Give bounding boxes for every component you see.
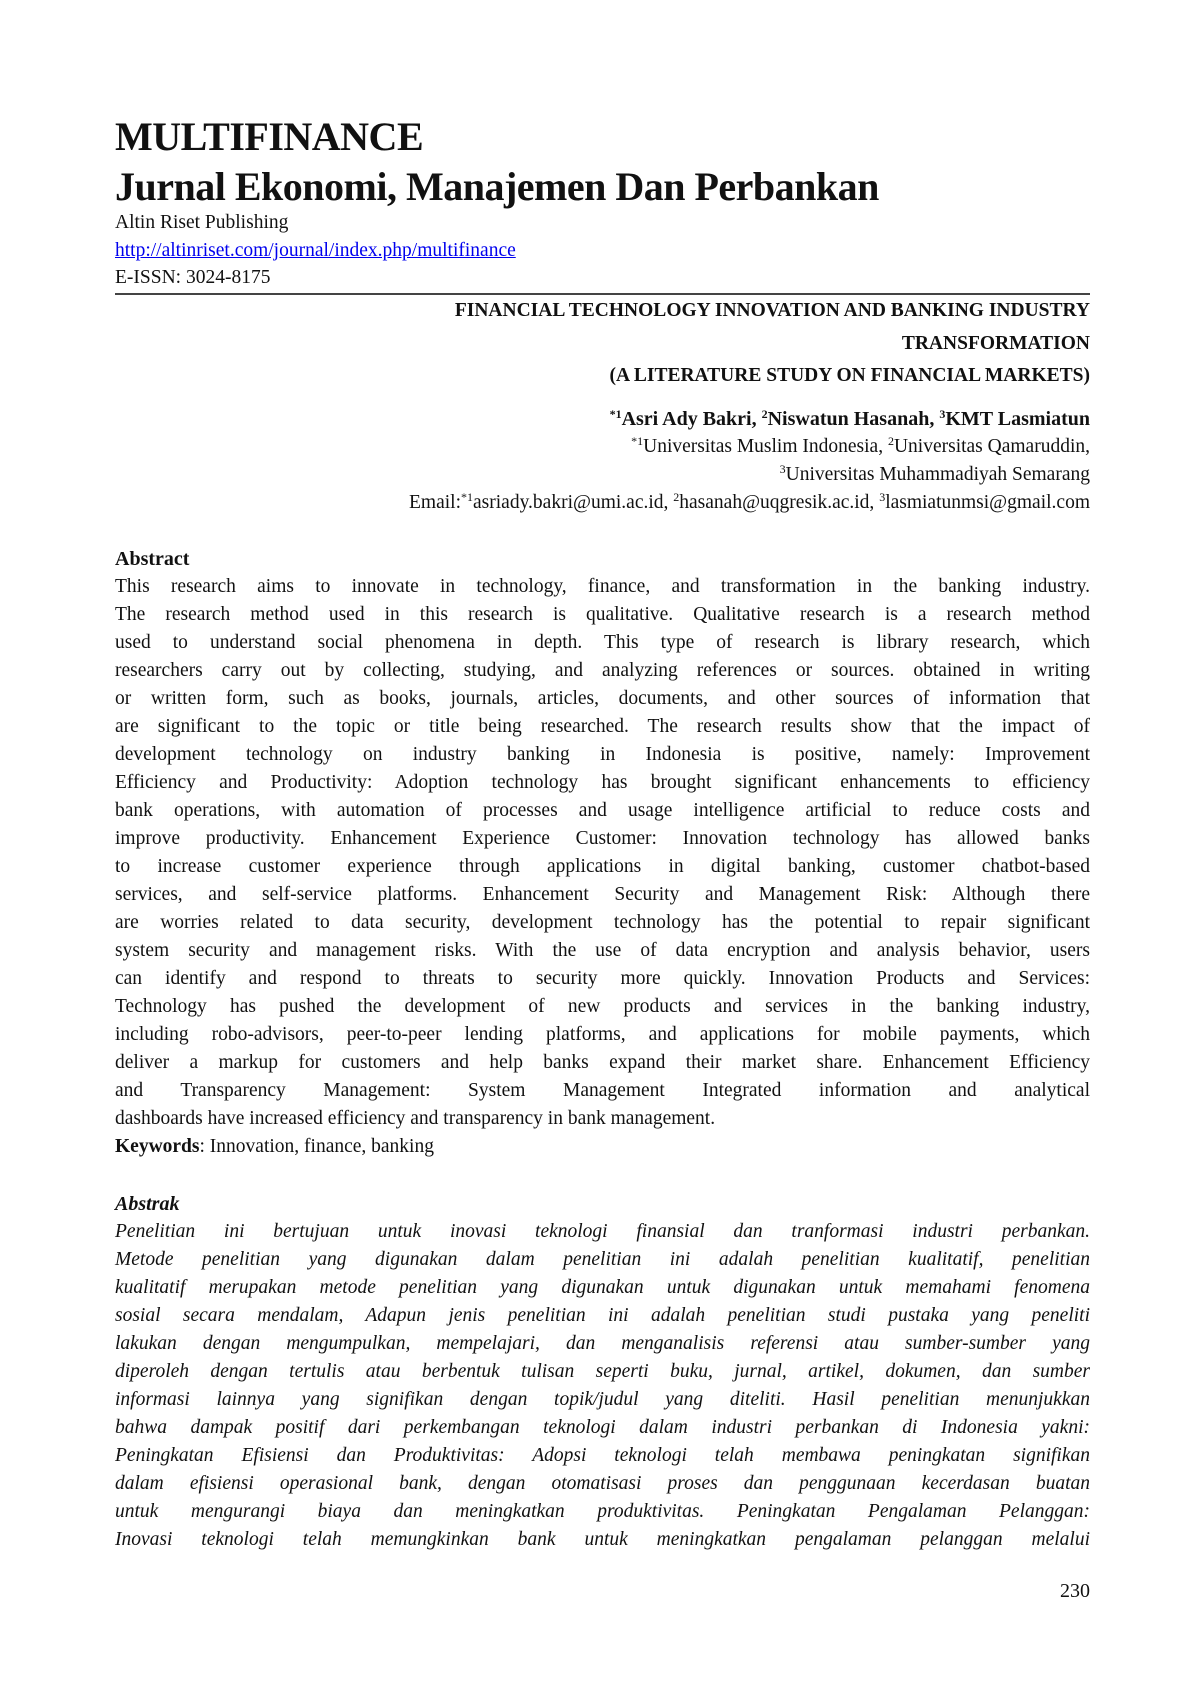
page-number: 230: [1060, 1580, 1090, 1602]
journal-url-link[interactable]: http://altinriset.com/journal/index.php/multifinance: [115, 240, 516, 261]
text-line: system security and management risks. With the use of data encryption and analysis behavior, users: [115, 940, 1090, 961]
abstract-body: [115, 573, 1090, 1133]
abstrak-heading: Abstrak: [115, 1193, 180, 1215]
text-line: Efficiency and Productivity: Adoption technology has brought significant enhancements to efficiency: [115, 772, 1090, 793]
abstrak-body: [115, 1218, 1090, 1554]
text-line: untuk mengurangi biaya dan meningkatkan produktivitas. Peningkatan Pengalaman Pelanggan:: [115, 1501, 1090, 1522]
title-line: (A LITERATURE STUDY ON FINANCIAL MARKETS): [609, 365, 1090, 386]
text-line: kualitatif merupakan metode penelitian yang digunakan untuk digunakan untuk memahami fenomena: [115, 1277, 1090, 1298]
article-title: [115, 295, 1090, 393]
title-line: FINANCIAL TECHNOLOGY INNOVATION AND BANKING INDUSTRY: [454, 300, 1090, 321]
text-line: The research method used in this research is qualitative. Qualitative research is a research method: [115, 604, 1090, 625]
affiliation: Universitas Qamaruddin,: [893, 436, 1090, 457]
text-line: are worries related to data security, development technology has the potential to repair significant: [115, 912, 1090, 933]
text-line: Metode penelitian yang digunakan dalam penelitian ini adalah penelitian kualitatif, penelitian: [115, 1249, 1090, 1270]
email: asriady.bakri@umi.ac.id,: [473, 492, 669, 513]
email: hasanah@uqgresik.ac.id,: [679, 492, 875, 513]
text-line: deliver a markup for customers and help banks expand their market share. Enhancement Efficiency: [115, 1052, 1090, 1073]
text-line: diperoleh dengan tertulis atau berbentuk tulisan seperti buku, jurnal, artikel, dokumen, dan sumber: [115, 1361, 1090, 1382]
publisher: Altin Riset Publishing: [115, 212, 289, 233]
text-line: or written form, such as books, journals, articles, documents, and other sources of information that: [115, 688, 1090, 709]
text-line: Peningkatan Efisiensi dan Produktivitas: Adopsi teknologi telah membawa peningkatan signifikan: [115, 1445, 1090, 1466]
text-line: used to understand social phenomena in depth. This type of research is library research, which: [115, 632, 1090, 653]
abstract-section: [115, 545, 1090, 1161]
author: Niswatun Hasanah,: [767, 408, 935, 430]
journal-subtitle: Jurnal Ekonomi, Manajemen Dan Perbankan: [115, 164, 879, 209]
text-line: services, and self-service platforms. Enhancement Security and Management Risk: Although there: [115, 884, 1090, 905]
keywords: Keywords: Innovation, finance, banking: [115, 1136, 434, 1157]
text-line: dashboards have increased efficiency and transparency in bank management.: [115, 1108, 716, 1129]
text-line: development technology on industry banking in Indonesia is positive, namely: Improvement: [115, 744, 1090, 765]
affiliations: $^{*1}$Universitas Muslim Indonesia, $^2$Universitas Qamaruddin, $^3$Universitas Muhammadiyah Semarang Email:$^{*1}$asriady.bakri@umi.ac.id, $^2$hasanah@uqgresik.ac.id, $^3$lasmiatunmsi@gmail.com: [115, 433, 1090, 517]
title-line: TRANSFORMATION: [901, 332, 1090, 354]
emails: Email:$^{*1}$asriady.bakri@umi.ac.id, $^2$hasanah@uqgresik.ac.id, $^3$lasmiatunmsi@gmail.com: [409, 490, 1090, 513]
author: KMT Lasmiatun: [945, 408, 1090, 430]
author: Asri Ady Bakri,: [621, 408, 757, 430]
text-line: informasi lainnya yang signifikan dengan topik/judul yang diteliti. Hasil penelitian menunjukkan: [115, 1389, 1090, 1410]
issn: E-ISSN: 3024-8175: [115, 267, 271, 288]
text-line: and Transparency Management: System Management Integrated information and analytical: [115, 1080, 1090, 1101]
text-line: bahwa dampak positif dari perkembangan teknologi dalam industri perbankan di Indonesia yakni:: [115, 1417, 1090, 1438]
text-line: sosial secara mendalam, Adapun jenis penelitian ini adalah penelitian studi pustaka yang peneliti: [115, 1305, 1090, 1326]
text-line: improve productivity. Enhancement Experience Customer: Innovation technology has allowed banks: [115, 828, 1090, 849]
email: lasmiatunmsi@gmail.com: [885, 492, 1090, 513]
text-line: Inovasi teknologi telah memungkinkan bank untuk meningkatkan pengalaman pelanggan melalui: [115, 1529, 1090, 1550]
text-line: are significant to the topic or title being researched. The research results show that the impact of: [115, 716, 1090, 737]
affiliation: Universitas Muhammadiyah Semarang: [785, 464, 1090, 485]
affiliation: Universitas Muslim Indonesia,: [643, 436, 884, 457]
text-line: Technology has pushed the development of new products and services in the banking industry,: [115, 996, 1090, 1017]
text-line: Penelitian ini bertujuan untuk inovasi teknologi finansial dan tranformasi industri perbankan.: [115, 1221, 1090, 1242]
abstrak-section: [115, 1190, 1090, 1554]
text-line: can identify and respond to threats to security more quickly. Innovation Products and Services:: [115, 968, 1090, 989]
text-line: bank operations, with automation of processes and usage intelligence artificial to reduce costs and: [115, 800, 1090, 821]
journal-name: MULTIFINANCE: [115, 114, 424, 159]
text-line: including robo-advisors, peer-to-peer lending platforms, and applications for mobile payments, which: [115, 1024, 1090, 1045]
text-line: This research aims to innovate in technology, finance, and transformation in the banking industry.: [115, 576, 1090, 597]
text-line: lakukan dengan mengumpulkan, mempelajari, dan menganalisis referensi atau sumber-sumber yang: [115, 1333, 1090, 1354]
text-line: dalam efisiensi operasional bank, dengan otomatisasi proses dan penggunaan kecerdasan buatan: [115, 1473, 1090, 1494]
text-line: researchers carry out by collecting, studying, and analyzing references or sources. obtained in writing: [115, 660, 1090, 681]
abstract-heading: Abstract: [115, 548, 190, 570]
text-line: to increase customer experience through applications in digital banking, customer chatbot-based: [115, 856, 1090, 877]
authors: $^{*1}$Asri Ady Bakri, $^2$Niswatun Hasanah, $^3$KMT Lasmiatun: [609, 407, 1090, 430]
